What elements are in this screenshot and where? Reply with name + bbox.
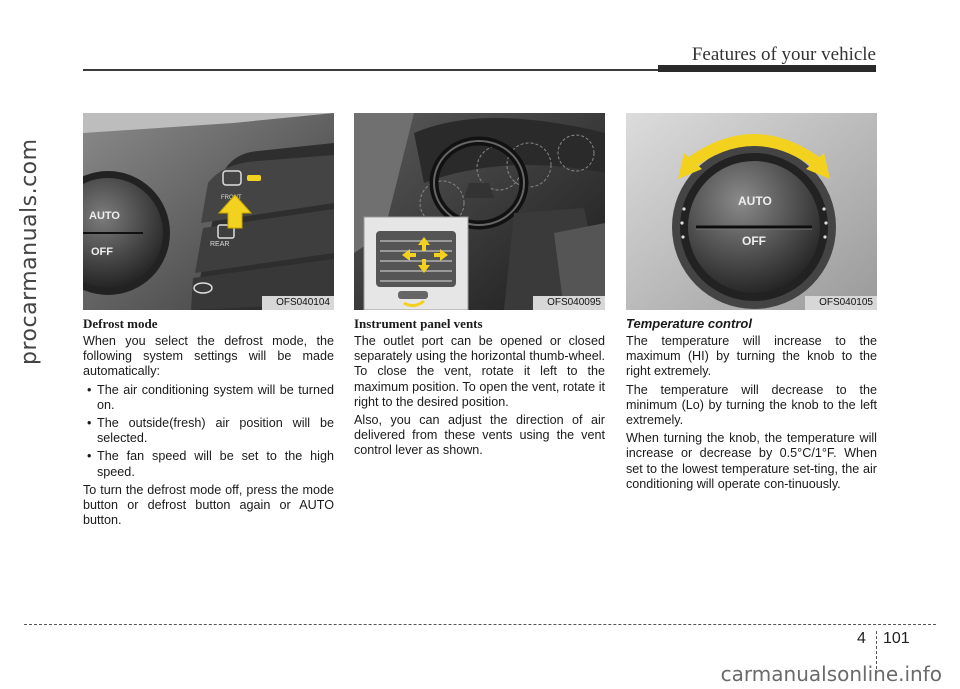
bottom-watermark: carmanualsonline.info xyxy=(720,662,942,686)
temperature-knob-illustration xyxy=(626,113,877,310)
column-instrument-vents xyxy=(354,113,605,459)
page-section-title: Features of your vehicle xyxy=(691,44,876,65)
paragraph: When you select the defrost mode, the following system settings will be made automatically: xyxy=(83,334,334,379)
svg-text:AUTO: AUTO xyxy=(89,210,120,222)
svg-text:OFF: OFF xyxy=(91,246,113,258)
bullet-item: • The air conditioning system will be turned on. xyxy=(87,382,334,412)
paragraph: The temperature will decrease to the minimum (Lo) by turning the knob to the left extremely. xyxy=(626,382,877,428)
paragraph: The outlet port can be opened or closed separately using the horizontal thumb-wheel. To close the vent, rotate it left to the maximum position. To open the vent, rotate it right to the desired position. xyxy=(354,334,605,409)
column-temperature xyxy=(626,113,877,492)
paragraph: When turning the knob, the temperature will increase or decrease by 0.5°C/1°F. When set to the lowest temperature set-ting, the air conditioning will operate con-tinuously. xyxy=(626,431,877,491)
bullet-item: • The fan speed will be set to the high speed. xyxy=(87,449,334,479)
paragraph: To turn the defrost mode off, press the mode button or defrost button again or AUTO button. xyxy=(83,482,334,528)
dashboard-vent-illustration xyxy=(354,113,605,310)
side-watermark: procarmanuals.com xyxy=(17,138,42,365)
header-rule-accent xyxy=(658,65,876,72)
figure-code: OFS040105 xyxy=(819,297,873,308)
paragraph: The temperature will increase to the maximum (HI) by turning the knob to the right extremely. xyxy=(626,334,877,379)
footer-rule xyxy=(24,624,936,625)
heading-defrost-mode: Defrost mode xyxy=(83,316,158,331)
figure-instrument-panel-vents xyxy=(354,113,605,310)
heading-instrument-panel-vents: Instrument panel vents xyxy=(354,316,483,331)
figure-code: OFS040095 xyxy=(547,297,601,308)
figure-temperature-knob xyxy=(626,113,877,310)
heading-temperature-control: Temperature control xyxy=(626,316,752,331)
figure-code: OFS040104 xyxy=(276,297,330,308)
defrost-controls-illustration xyxy=(83,113,334,310)
chapter-number: 4 xyxy=(857,630,866,647)
svg-text:FRONT: FRONT xyxy=(221,195,242,201)
column-defrost xyxy=(83,113,334,528)
figure-defrost-controls xyxy=(83,113,334,310)
page-number: 101 xyxy=(883,630,910,647)
svg-text:AUTO: AUTO xyxy=(738,194,772,208)
bullet-item: • The outside(fresh) air position will be selected. xyxy=(87,416,334,446)
paragraph: Also, you can adjust the direction of air delivered from these vents using the vent control lever as shown. xyxy=(354,413,605,458)
svg-text:OFF: OFF xyxy=(742,234,766,248)
svg-text:REAR: REAR xyxy=(210,241,230,248)
